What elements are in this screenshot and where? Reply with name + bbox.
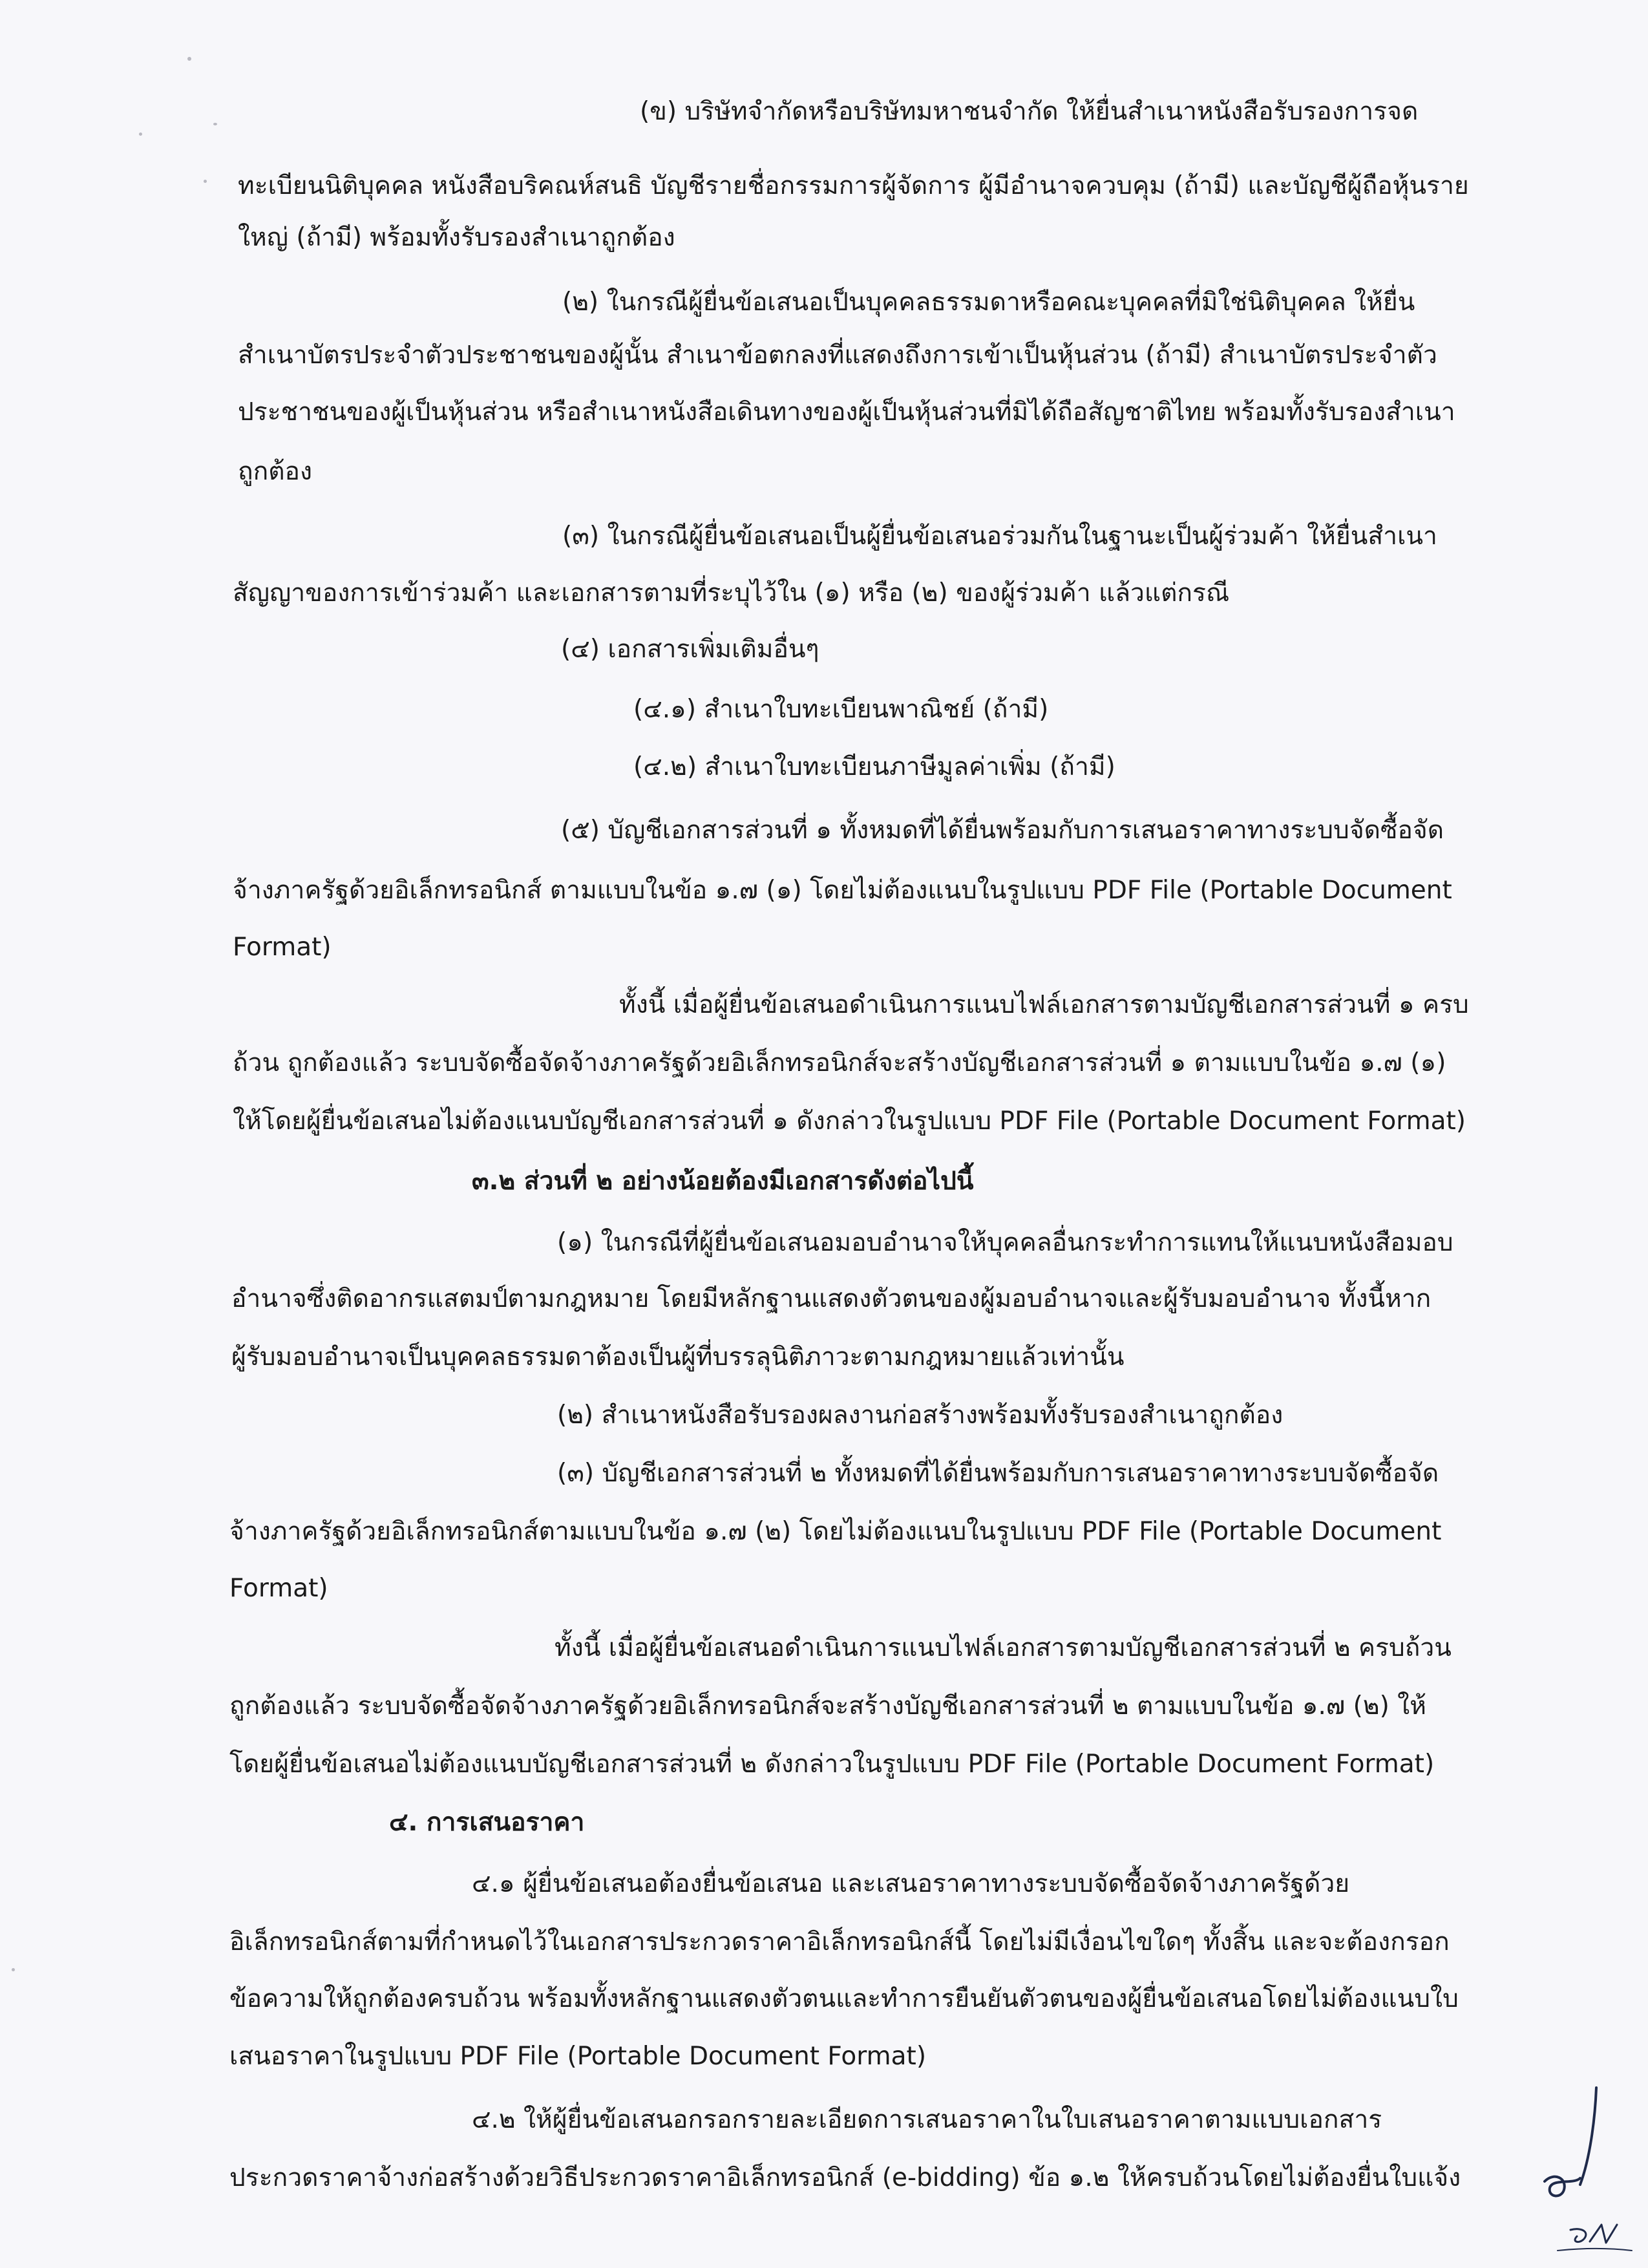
text-line: ประกวดราคาจ้างก่อสร้างด้วยวิธีประกวดราคาอิเล็กทรอนิกส์ (e-bidding) ข้อ ๑.๒ ให้ครบถ้วนโดยไม่ต้องยื่นใบแจ้ง bbox=[229, 2163, 1461, 2192]
text-line: (๔) เอกสารเพิ่มเติมอื่นๆ bbox=[561, 635, 819, 664]
scan-speck bbox=[187, 57, 191, 61]
text-line: (๓) ในกรณีผู้ยื่นข้อเสนอเป็นผู้ยื่นข้อเสนอร่วมกันในฐานะเป็นผู้ร่วมค้า ให้ยื่นสำเนา bbox=[562, 522, 1437, 551]
section-heading: ๔. การเสนอราคา bbox=[389, 1808, 585, 1837]
text-line: ทั้งนี้ เมื่อผู้ยื่นข้อเสนอดำเนินการแนบไฟล์เอกสารตามบัญชีเอกสารส่วนที่ ๑ ครบ bbox=[619, 990, 1469, 1019]
text-line: ข้อความให้ถูกต้องครบถ้วน พร้อมทั้งหลักฐานแสดงตัวตนและทำการยืนยันตัวตนของผู้ยื่นข้อเสนอโดยไม่ต้องแนบใบ bbox=[229, 1984, 1459, 2013]
text-line: (๒) สำเนาหนังสือรับรองผลงานก่อสร้างพร้อมทั้งรับรองสำเนาถูกต้อง bbox=[557, 1401, 1284, 1430]
text-line: ทะเบียนนิติบุคคล หนังสือบริคณห์สนธิ บัญชีรายชื่อกรรมการผู้จัดการ ผู้มีอำนาจควบคุม (ถ้ามี) และบัญชีผู้ถือหุ้นราย bbox=[238, 171, 1469, 200]
scan-speck bbox=[12, 1968, 15, 1971]
text-line: (ข) บริษัทจำกัดหรือบริษัทมหาชนจำกัด ให้ยื่นสำเนาหนังสือรับรองการจด bbox=[640, 97, 1419, 126]
text-line: ถูกต้อง bbox=[238, 457, 313, 486]
text-line: จ้างภาครัฐด้วยอิเล็กทรอนิกส์ ตามแบบในข้อ ๑.๗ (๑) โดยไม่ต้องแนบในรูปแบบ PDF File (Portable Document bbox=[233, 876, 1452, 905]
text-line: ๔.๑ ผู้ยื่นข้อเสนอต้องยื่นข้อเสนอ และเสนอราคาทางระบบจัดซื้อจัดจ้างภาครัฐด้วย bbox=[472, 1869, 1350, 1898]
section-heading: ๓.๒ ส่วนที่ ๒ อย่างน้อยต้องมีเอกสารดังต่อไปนี้ bbox=[472, 1167, 974, 1196]
text-line: ถ้วน ถูกต้องแล้ว ระบบจัดซื้อจัดจ้างภาครัฐด้วยอิเล็กทรอนิกส์จะสร้างบัญชีเอกสารส่วนที่ ๑ ตามแบบในข้อ ๑.๗ (๑) bbox=[233, 1048, 1446, 1077]
text-line: ประชาชนของผู้เป็นหุ้นส่วน หรือสำเนาหนังสือเดินทางของผู้เป็นหุ้นส่วนที่มิได้ถือสัญชาติไทย พร้อมทั้งรับรองสำเนา bbox=[238, 397, 1455, 427]
text-line: โดยผู้ยื่นข้อเสนอไม่ต้องแนบบัญชีเอกสารส่วนที่ ๒ ดังกล่าวในรูปแบบ PDF File (Portable Document Format) bbox=[229, 1750, 1435, 1779]
text-line: ทั้งนี้ เมื่อผู้ยื่นข้อเสนอดำเนินการแนบไฟล์เอกสารตามบัญชีเอกสารส่วนที่ ๒ ครบถ้วน bbox=[555, 1633, 1452, 1662]
text-line: ถูกต้องแล้ว ระบบจัดซื้อจัดจ้างภาครัฐด้วยอิเล็กทรอนิกส์จะสร้างบัญชีเอกสารส่วนที่ ๒ ตามแบบในข้อ ๑.๗ (๒) ให้ bbox=[229, 1691, 1426, 1721]
text-line: ใหญ่ (ถ้ามี) พร้อมทั้งรับรองสำเนาถูกต้อง bbox=[238, 223, 675, 252]
text-line: อิเล็กทรอนิกส์ตามที่กำหนดไว้ในเอกสารประกวดราคาอิเล็กทรอนิกส์นี้ โดยไม่มีเงื่อนไขใดๆ ทั้งสิ้น และจะต้องกรอก bbox=[229, 1927, 1450, 1956]
text-line: ให้โดยผู้ยื่นข้อเสนอไม่ต้องแนบบัญชีเอกสารส่วนที่ ๑ ดังกล่าวในรูปแบบ PDF File (Portable Document Format) bbox=[233, 1107, 1466, 1136]
text-line: สัญญาของการเข้าร่วมค้า และเอกสารตามที่ระบุไว้ใน (๑) หรือ (๒) ของผู้ร่วมค้า แล้วแต่กรณี bbox=[233, 578, 1230, 608]
text-line: (๒) ในกรณีผู้ยื่นข้อเสนอเป็นบุคคลธรรมดาหรือคณะบุคคลที่มิใช่นิติบุคคล ให้ยื่น bbox=[562, 288, 1415, 317]
text-line: อำนาจซึ่งติดอากรแสตมป์ตามกฎหมาย โดยมีหลักฐานแสดงตัวตนของผู้มอบอำนาจและผู้รับมอบอำนาจ ทั้งนี้หาก bbox=[231, 1284, 1431, 1313]
text-line: (๕) บัญชีเอกสารส่วนที่ ๑ ทั้งหมดที่ได้ยื่นพร้อมกับการเสนอราคาทางระบบจัดซื้อจัด bbox=[561, 816, 1444, 845]
scan-speck bbox=[204, 180, 207, 183]
signature-mark bbox=[1519, 2081, 1642, 2262]
text-line: (๔.๒) สำเนาใบทะเบียนภาษีมูลค่าเพิ่ม (ถ้ามี) bbox=[633, 752, 1115, 781]
text-line: Format) bbox=[233, 933, 332, 962]
text-line: ๔.๒ ให้ผู้ยื่นข้อเสนอกรอกรายละเอียดการเสนอราคาในใบเสนอราคาตามแบบเอกสาร bbox=[472, 2105, 1382, 2134]
text-line: เสนอราคาในรูปแบบ PDF File (Portable Document Format) bbox=[229, 2042, 927, 2071]
text-line: Format) bbox=[229, 1574, 328, 1603]
text-line: สำเนาบัตรประจำตัวประชาชนของผู้นั้น สำเนาข้อตกลงที่แสดงถึงการเข้าเป็นหุ้นส่วน (ถ้ามี) สำเนาบัตรประจำตัว bbox=[238, 341, 1437, 370]
text-line: จ้างภาครัฐด้วยอิเล็กทรอนิกส์ตามแบบในข้อ ๑.๗ (๒) โดยไม่ต้องแนบในรูปแบบ PDF File (Portable Document bbox=[229, 1517, 1442, 1546]
scan-speck bbox=[213, 123, 217, 125]
text-line: ผู้รับมอบอำนาจเป็นบุคคลธรรมดาต้องเป็นผู้ที่บรรลุนิติภาวะตามกฎหมายแล้วเท่านั้น bbox=[231, 1342, 1125, 1372]
text-line: (๔.๑) สำเนาใบทะเบียนพาณิชย์ (ถ้ามี) bbox=[633, 695, 1049, 724]
text-line: (๓) บัญชีเอกสารส่วนที่ ๒ ทั้งหมดที่ได้ยื่นพร้อมกับการเสนอราคาทางระบบจัดซื้อจัด bbox=[557, 1459, 1439, 1488]
text-line: (๑) ในกรณีที่ผู้ยื่นข้อเสนอมอบอำนาจให้บุคคลอื่นกระทำการแทนให้แนบหนังสือมอบ bbox=[557, 1228, 1453, 1257]
scan-speck bbox=[139, 132, 142, 136]
